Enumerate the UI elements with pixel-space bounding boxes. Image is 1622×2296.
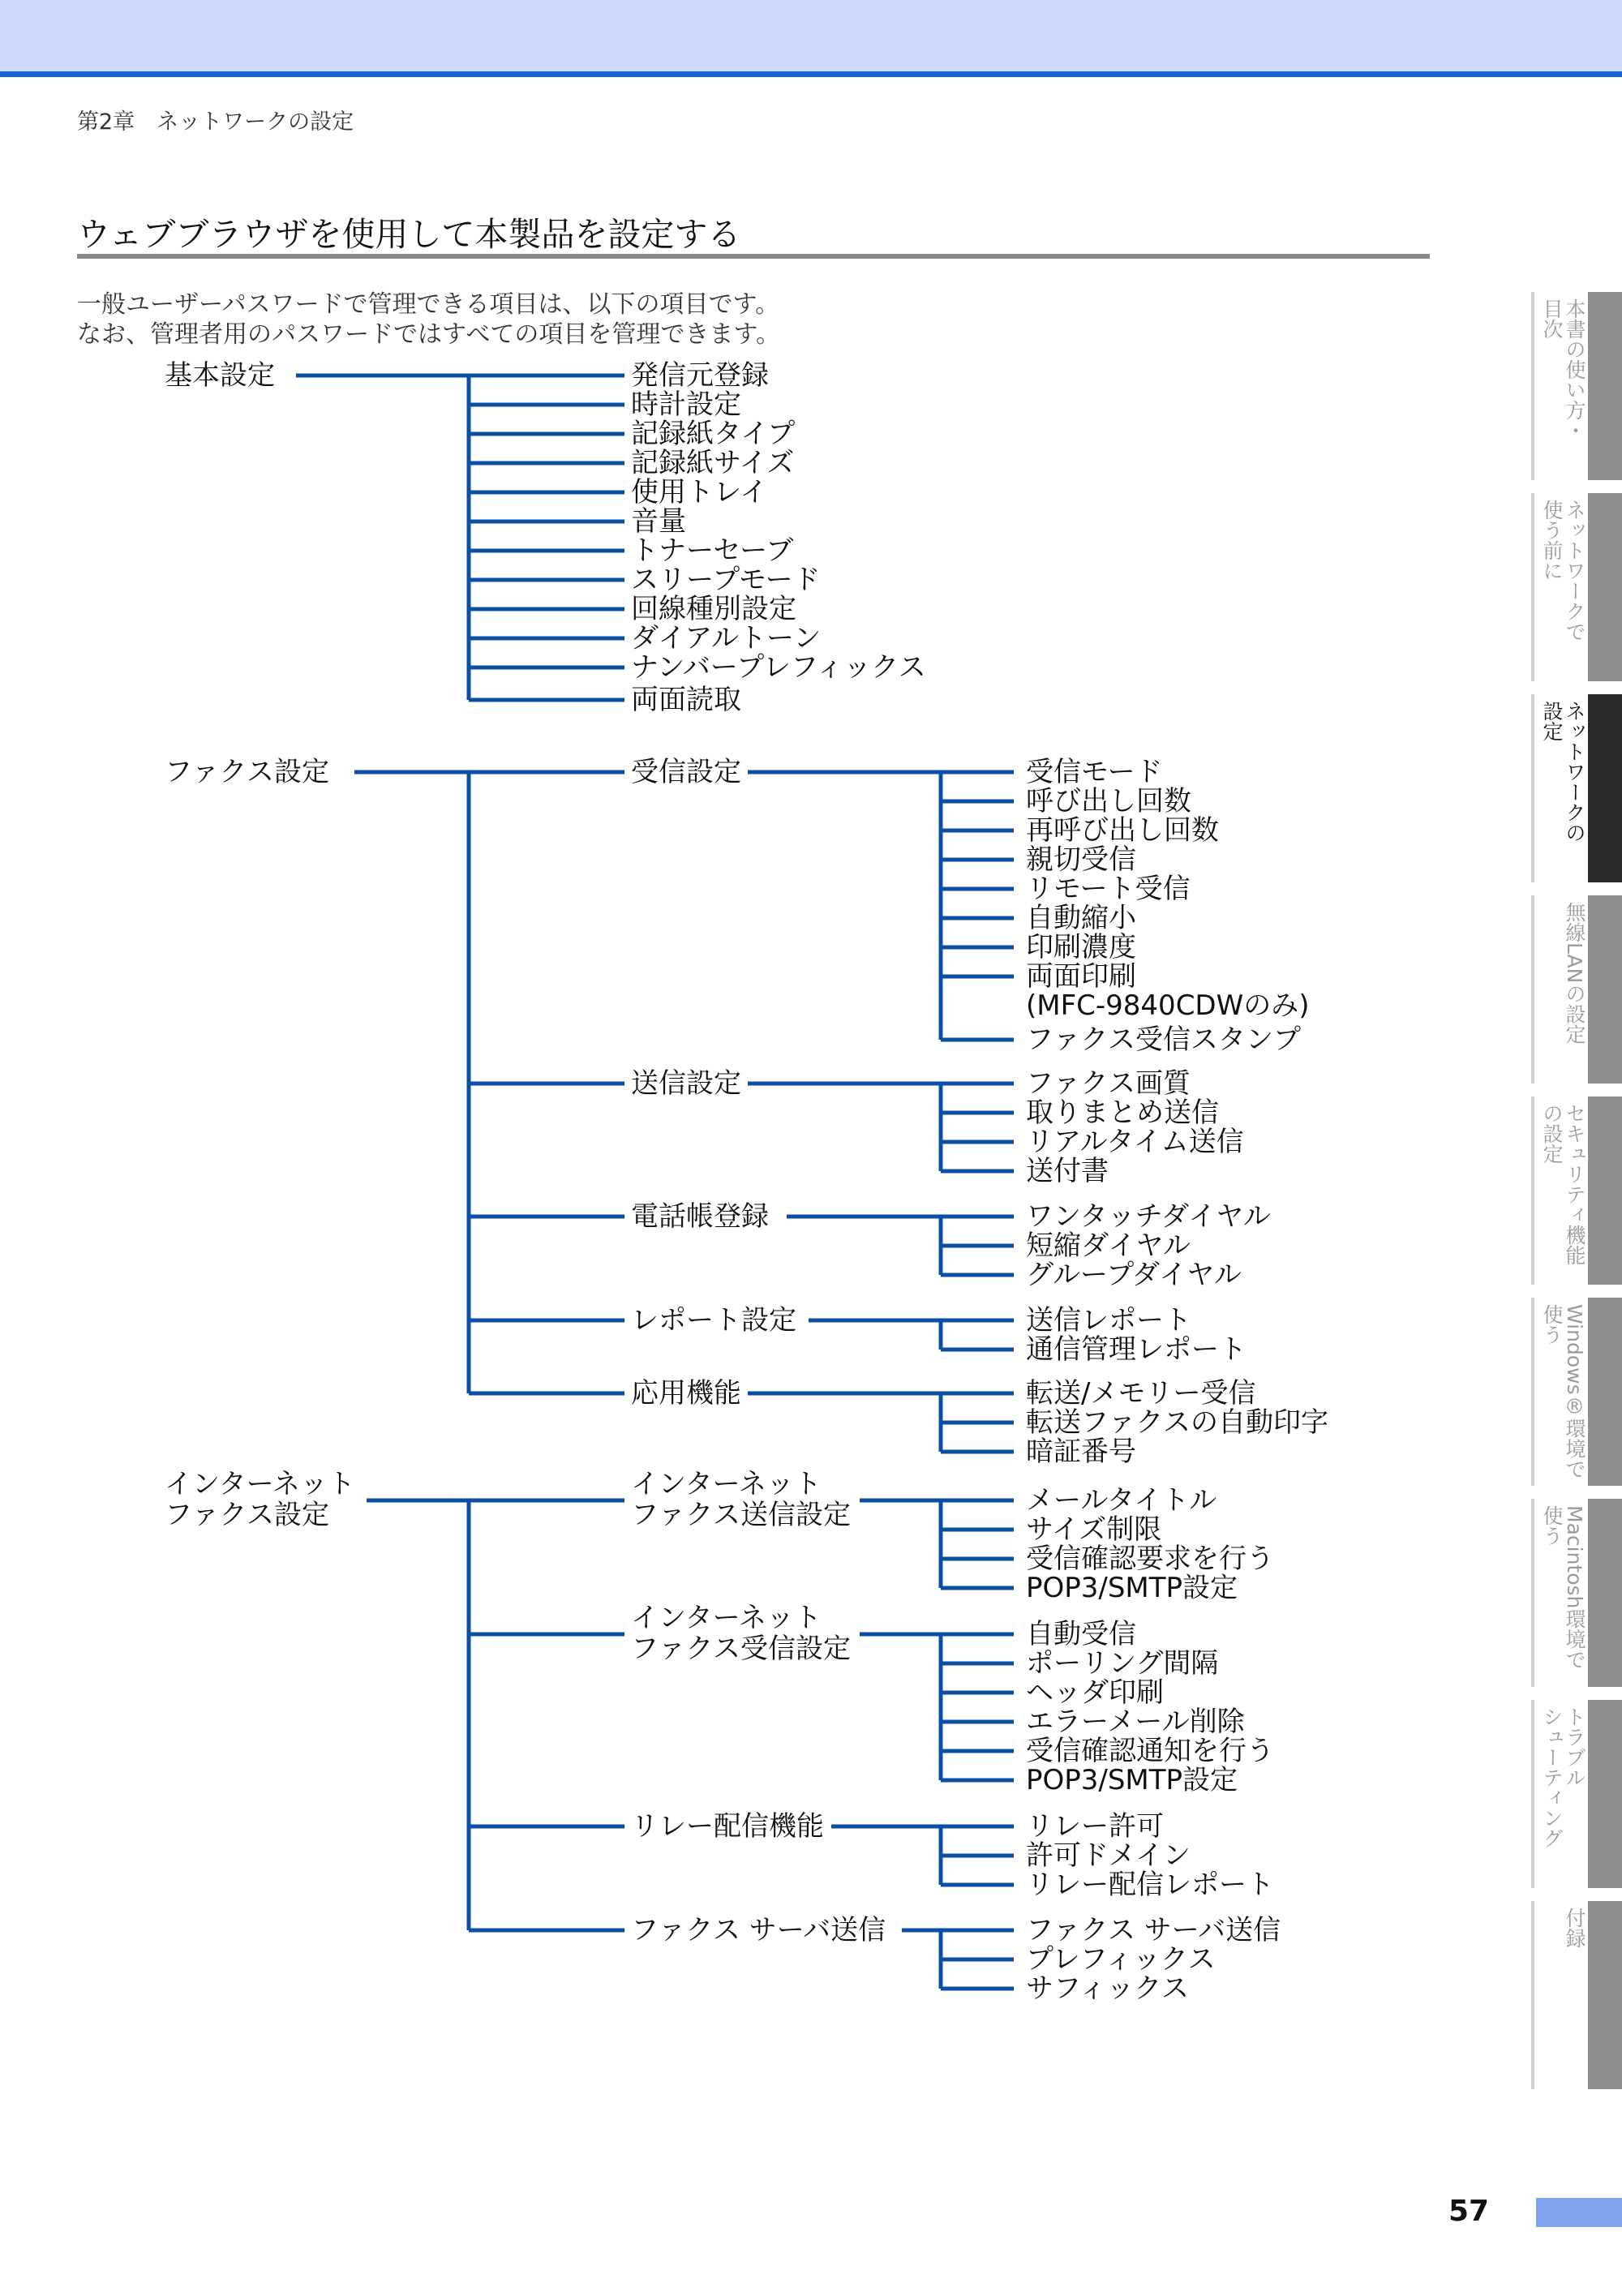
fax-receive-item: 親切受信 bbox=[1026, 843, 1136, 876]
tab-label: ネットワークで bbox=[1563, 500, 1586, 642]
fax-send-item: 取りまとめ送信 bbox=[1026, 1097, 1219, 1129]
tab-label: 使う前に bbox=[1540, 500, 1564, 581]
fax-receive-item: 印刷濃度 bbox=[1026, 931, 1136, 963]
basic-item: 音量 bbox=[631, 505, 686, 538]
fax-sub-advanced: 応用機能 bbox=[631, 1377, 741, 1410]
ifax-send-item: POP3/SMTP設定 bbox=[1026, 1572, 1238, 1604]
ifax-sub-receive-line2: ファクス受信設定 bbox=[631, 1633, 851, 1665]
tab-how-to-use[interactable] bbox=[1531, 292, 1622, 480]
ifax-sub-receive-line1: インターネット bbox=[631, 1602, 822, 1634]
fax-send-item: 送付書 bbox=[1026, 1155, 1109, 1187]
fax-receive-item: 呼び出し回数 bbox=[1026, 785, 1191, 818]
tab-label: 使う bbox=[1540, 1505, 1564, 1546]
fax-sub-report: レポート設定 bbox=[631, 1304, 796, 1337]
ifax-receive-item: POP3/SMTP設定 bbox=[1026, 1764, 1238, 1796]
tab-appendix[interactable] bbox=[1531, 1901, 1622, 2089]
tab-label: 付録 bbox=[1563, 1908, 1586, 1948]
tab-network-settings[interactable] bbox=[1531, 694, 1622, 882]
ifax-receive-item: ポーリング間隔 bbox=[1026, 1647, 1219, 1680]
ifax-receive-item: 自動受信 bbox=[1026, 1618, 1136, 1650]
fax-phonebook-item: グループダイヤル bbox=[1026, 1259, 1242, 1291]
fax-sub-receive: 受信設定 bbox=[631, 756, 741, 788]
tab-label: Macintosh環境で bbox=[1563, 1505, 1586, 1670]
ifax-sub-fax-server: ファクス サーバ送信 bbox=[631, 1914, 886, 1946]
tab-label: 目次 bbox=[1540, 298, 1564, 339]
tab-troubleshooting[interactable] bbox=[1531, 1700, 1622, 1888]
fax-receive-item: 受信モード bbox=[1026, 756, 1163, 788]
ifax-server-item: サフィックス bbox=[1026, 1972, 1189, 2005]
tree-root-ifax-line1: インターネット bbox=[165, 1468, 355, 1500]
ifax-sub-relay: リレー配信機能 bbox=[631, 1810, 824, 1843]
ifax-server-item: プレフィックス bbox=[1026, 1943, 1216, 1976]
chapter-heading: 第2章 ネットワークの設定 bbox=[77, 109, 354, 135]
ifax-send-item: メールタイトル bbox=[1026, 1484, 1217, 1517]
intro-line-1: 一般ユーザーパスワードで管理できる項目は、以下の項目です。 bbox=[77, 290, 780, 319]
ifax-send-item: 受信確認要求を行う bbox=[1026, 1543, 1274, 1575]
basic-item: 使用トレイ bbox=[631, 476, 768, 509]
ifax-sub-send-line2: ファクス送信設定 bbox=[631, 1499, 851, 1531]
fax-advanced-item: 転送ファクスの自動印字 bbox=[1026, 1406, 1328, 1439]
basic-item: 発信元登録 bbox=[631, 359, 769, 392]
fax-send-item: リアルタイム送信 bbox=[1026, 1126, 1244, 1158]
fax-report-item: 送信レポート bbox=[1026, 1304, 1191, 1337]
tab-before-network-use[interactable] bbox=[1531, 493, 1622, 681]
ifax-relay-item: リレー配信レポート bbox=[1026, 1869, 1274, 1901]
page-number: 57 bbox=[1448, 2195, 1490, 2228]
ifax-receive-item: 受信確認通知を行う bbox=[1026, 1735, 1274, 1767]
tab-windows[interactable] bbox=[1531, 1298, 1622, 1486]
basic-item: ダイアルトーン bbox=[631, 622, 822, 654]
fax-sub-phonebook: 電話帳登録 bbox=[631, 1200, 769, 1233]
fax-phonebook-item: ワンタッチダイヤル bbox=[1026, 1200, 1271, 1233]
intro-line-2: なお、管理者用のパスワードではすべての項目を管理できます。 bbox=[77, 320, 780, 349]
basic-item: ナンバープレフィックス bbox=[631, 651, 926, 684]
fax-receive-item-note: (MFC-9840CDWのみ) bbox=[1026, 989, 1310, 1022]
ifax-receive-item: エラーメール削除 bbox=[1026, 1706, 1245, 1738]
fax-phonebook-item: 短縮ダイヤル bbox=[1026, 1230, 1191, 1262]
tab-label: 本書の使い方・ bbox=[1563, 298, 1586, 440]
fax-receive-item: ファクス受信スタンプ bbox=[1026, 1024, 1301, 1056]
ifax-relay-item: リレー許可 bbox=[1026, 1810, 1164, 1843]
ifax-server-item: ファクス サーバ送信 bbox=[1026, 1914, 1281, 1946]
fax-advanced-item: 転送/メモリー受信 bbox=[1026, 1377, 1256, 1410]
ifax-sub-send-line1: インターネット bbox=[631, 1468, 822, 1500]
basic-item: スリープモード bbox=[631, 564, 821, 596]
tree-root-ifax-line2: ファクス設定 bbox=[165, 1499, 329, 1531]
tab-label: 使う bbox=[1540, 1304, 1564, 1345]
basic-item: 回線種別設定 bbox=[631, 593, 796, 625]
tree-root-basic: 基本設定 bbox=[165, 359, 275, 392]
tab-label: の設定 bbox=[1540, 1103, 1564, 1164]
basic-item: 時計設定 bbox=[631, 388, 741, 421]
fax-send-item: ファクス画質 bbox=[1026, 1067, 1191, 1100]
tab-macintosh[interactable] bbox=[1531, 1499, 1622, 1687]
basic-item: 両面読取 bbox=[631, 684, 741, 716]
tab-label: Windows®環境で bbox=[1563, 1304, 1586, 1479]
tab-label: ネットワークの bbox=[1563, 701, 1586, 843]
ifax-send-item: サイズ制限 bbox=[1026, 1513, 1162, 1546]
page-title: ウェブブラウザを使用して本製品を設定する bbox=[77, 215, 741, 254]
basic-item: トナーセーブ bbox=[631, 534, 794, 567]
basic-item: 記録紙サイズ bbox=[631, 447, 795, 479]
tab-label: 設定 bbox=[1540, 701, 1564, 741]
tab-security[interactable] bbox=[1531, 1097, 1622, 1285]
tab-label: トラブル bbox=[1563, 1706, 1586, 1787]
fax-report-item: 通信管理レポート bbox=[1026, 1333, 1247, 1366]
fax-receive-item: リモート受信 bbox=[1026, 873, 1191, 905]
fax-sub-send: 送信設定 bbox=[631, 1067, 741, 1100]
fax-receive-item: 自動縮小 bbox=[1026, 902, 1136, 934]
tab-label: セキュリティ機能 bbox=[1563, 1103, 1586, 1265]
fax-receive-item: 再呼び出し回数 bbox=[1026, 814, 1219, 847]
ifax-relay-item: 許可ドメイン bbox=[1026, 1839, 1191, 1872]
tab-label: シューティング bbox=[1540, 1706, 1564, 1848]
page-number-bar bbox=[1536, 2198, 1622, 2227]
tab-label: 無線LANの設定 bbox=[1563, 902, 1586, 1045]
tree-root-fax: ファクス設定 bbox=[165, 756, 329, 788]
ifax-receive-item: ヘッダ印刷 bbox=[1026, 1676, 1164, 1709]
basic-item: 記録紙タイプ bbox=[631, 418, 796, 450]
fax-advanced-item: 暗証番号 bbox=[1026, 1436, 1136, 1468]
fax-receive-item: 両面印刷 bbox=[1026, 960, 1136, 993]
tab-wireless-lan[interactable] bbox=[1531, 895, 1622, 1084]
